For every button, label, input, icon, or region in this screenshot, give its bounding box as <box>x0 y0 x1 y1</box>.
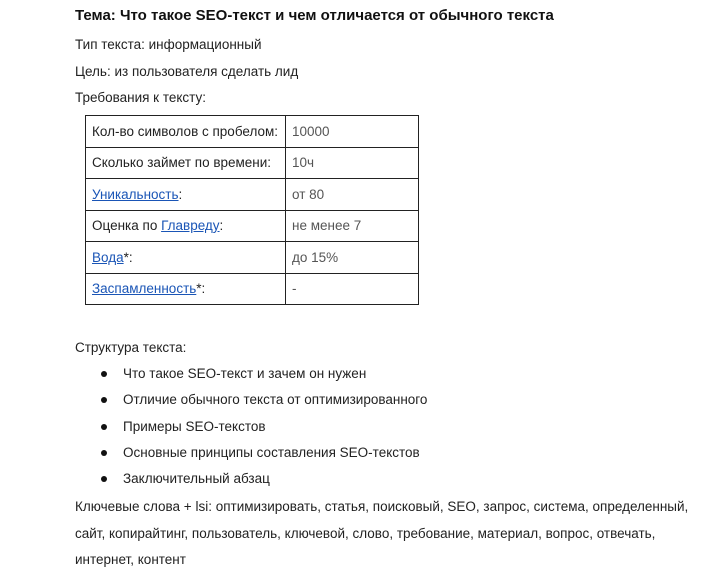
bullet-icon <box>101 424 107 430</box>
requirement-label-text: Кол-во символов с пробелом: <box>92 123 279 139</box>
requirement-label-text: Сколько займет по времени: <box>92 155 272 171</box>
structure-item-text: Отличие обычного текста от оптимизированного <box>123 392 428 408</box>
requirement-value: - <box>286 273 419 305</box>
requirements-table <box>85 115 419 305</box>
keywords-paragraph: Ключевые слова + lsi: оптимизировать, статья, поисковый, SEO, запрос, система, определенный, сайт, копирайтинг, пользователь, ключевой, слово, требование, материал, вопрос, отвечать, интернет, контент <box>75 499 689 567</box>
requirement-label <box>86 179 286 211</box>
requirement-link[interactable]: Вода <box>92 249 124 265</box>
bullet-icon <box>101 397 107 403</box>
structure-item <box>75 417 427 443</box>
requirement-label-suffix: : <box>178 186 183 202</box>
requirement-value: 10ч <box>286 147 419 179</box>
requirement-label <box>86 116 286 148</box>
requirement-label-text: Оценка по <box>92 218 162 234</box>
bullet-icon <box>101 371 107 377</box>
requirement-row <box>86 179 419 211</box>
requirements-heading: Требования к тексту: <box>75 90 207 105</box>
requirement-label <box>86 273 286 305</box>
structure-item-text: Что такое SEO-текст и зачем он нужен <box>123 366 367 381</box>
requirement-label-suffix: *: <box>123 249 133 265</box>
structure-item-text: Примеры SEO-текстов <box>123 418 266 434</box>
requirement-value: 10000 <box>286 116 419 148</box>
structure-item <box>75 469 427 495</box>
structure-item <box>75 443 427 469</box>
bullet-icon <box>101 450 107 456</box>
requirement-value: не менее 7 <box>286 210 419 242</box>
requirement-value: до 15% <box>286 242 419 274</box>
requirement-label-suffix: : <box>219 218 224 234</box>
structure-item-text: Основные принципы составления SEO-текстов <box>123 444 420 460</box>
bullet-icon <box>101 476 107 482</box>
goal: Цель: из пользователя сделать лид <box>75 64 299 79</box>
requirement-row <box>86 147 419 179</box>
structure-list <box>75 364 427 495</box>
requirement-row <box>86 210 419 242</box>
requirement-label <box>86 210 286 242</box>
requirement-label <box>86 242 286 274</box>
requirement-value: от 80 <box>286 179 419 211</box>
requirement-row <box>86 242 419 274</box>
requirement-link[interactable]: Уникальность <box>92 186 179 202</box>
requirement-link[interactable]: Главреду <box>161 218 220 234</box>
structure-heading: Структура текста: <box>75 340 187 355</box>
requirement-row <box>86 273 419 305</box>
requirement-row <box>86 116 419 148</box>
structure-item <box>75 364 427 390</box>
structure-item-text: Заключительный абзац <box>123 471 270 487</box>
text-type: Тип текста: информационный <box>75 37 262 52</box>
structure-item <box>75 390 427 416</box>
requirement-link[interactable]: Заспамленность <box>92 281 197 297</box>
document-title: Тема: Что такое SEO-текст и чем отличается от обычного текста <box>75 7 554 24</box>
requirement-label <box>86 147 286 179</box>
requirement-label-suffix: *: <box>196 281 206 297</box>
